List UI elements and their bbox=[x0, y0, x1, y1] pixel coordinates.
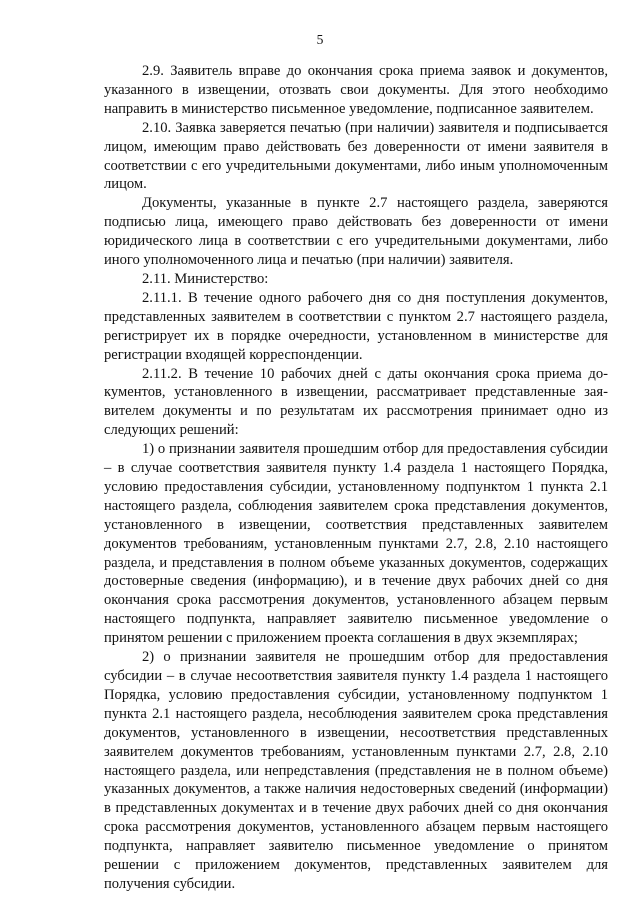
document-body bbox=[104, 62, 608, 894]
paragraph-decision-2: 2) о признании заявителя не прошедшим отбор для предоставления субсидии – в случае несоответствия заявителя пункту 1.4 раздела 1 настоящего Порядка, условию предоставления субсидии, установленному подпунктом 1 пункта 2.1 настоящего раздела, несоблюдения заявителем срока представления документов, установленного в извещении, несоответствия представленных заявителем документов требованиям, установленным пунктами 2.7, 2.8, 2.10 настоящего раздела, или непредставления (представления не в полном объеме) указанных документов, а также наличия недостоверных сведений (информации) в представленных документах и в течение двух рабочих дней со дня окончания срока рассмотрения документов, установленного абзацем первым настоящего подпункта, направляет заявителю письменное уведомление о принятом решении с приложением документов, представленных заявителем для получения субсидии. bbox=[104, 649, 608, 892]
paragraph-2-11-1: 2.11.1. В течение одного рабочего дня со дня поступления документов, представленных заявителем в соответствии с пунктом 2.7 настоящего раздела, регистрирует их в порядке очередности, установленном в министерстве для регистрации входящей корреспонденции. bbox=[104, 289, 608, 363]
paragraph-documents-certification: Документы, указанные в пункте 2.7 настоящего раздела, заверяются подписью лица, имеющего право действовать без доверенности от имени юридического лица в соответствии с его учредительными документами, либо иного уполномоченного лица и печатью (при наличии) заявителя. bbox=[104, 195, 608, 269]
page-number: 5 bbox=[316, 32, 324, 47]
paragraph-2-11-2: 2.11.2. В течение 10 рабочих дней с даты окончания срока приема документов, установленного в извещении, рассматривает представленные заявителем документы и по результатам их рассмотрения принимает одно из следующих решений: bbox=[104, 365, 608, 439]
paragraph-2-9: 2.9. Заявитель вправе до окончания срока приема заявок и документов, указанного в извещении, отозвать свои документы. Для этого необходимо направить в министерство письменное уведомление, подписанное заявителем. bbox=[104, 63, 608, 117]
paragraph-decision-1: 1) о признании заявителя прошедшим отбор для предоставления субсидии – в случае соответствия заявителя пункту 1.4 раздела 1 настоящего Порядка, условию предоставления субсидии, установленному подпунктом 1 пункта 2.1 настоящего раздела, соблюдения заявителем срока представления документов, установленного в извещении, соответствия представленных заявителем документов требованиям, установленным пунктами 2.7, 2.8, 2.10 настоящего раздела, и представления в полном объеме указанных документов, содержащих достоверные сведения (информацию), и в течение двух рабочих дней со дня окончания срока рассмотрения документов, установленного абзацем первым настоящего подпункта, направляет заявителю письменное уведомление о принятом решении с приложением проекта соглашения в двух экземплярах; bbox=[104, 441, 608, 647]
paragraph-2-10: 2.10. Заявка заверяется печатью (при наличии) заявителя и подписывается лицом, имеющим право действовать без доверенности от имени заявителя в соответствии с его учредительными документами, либо иным уполномоченным лицом. bbox=[104, 119, 608, 193]
paragraph-2-11: 2.11. Министерство: bbox=[142, 270, 269, 287]
